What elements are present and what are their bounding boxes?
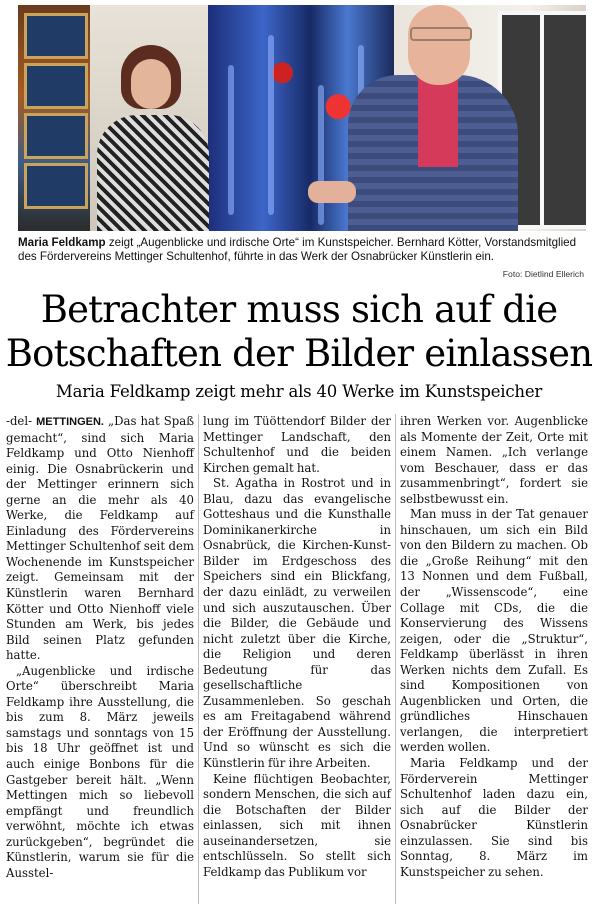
headline-line-1: Betrachter muss sich auf die [40,288,558,331]
paragraph [6,414,194,664]
byline: -del- [6,414,33,428]
headline-line-2: Botschaften der Bilder einlassen [5,332,593,375]
paragraph: lung im Tüöttendorf Bilder der Mettinger Landschaft, den Schultenhof und die beiden Kirchen gemalt hat. [203,414,391,475]
article-column-3 [400,414,588,880]
paragraph: St. Agatha in Rostrot und in Blau, dazu das evangelische Gotteshaus und die Kunsthalle Dominikanerkirche in Osnabrück, die Kirchen-Kunst-Bilder im Erdgeschoss des Speichers sind ein Blickfang, der dazu einlädt, zu verweilen und sich auszutauschen. Über die Bilder, die Gebäude und nicht zuletzt über die Kirche, die Religion und deren Bedeutung für das gesellschaftliche Zusammenleben. So geschah es am Freitagabend während der Eröffnung der Ausstellung. Und so wünscht es sich die Künstlerin für ihre Arbeiten. [203,476,391,771]
dateline-location: METTINGEN. [36,416,104,428]
caption-name: Maria Feldkamp [18,236,106,249]
paragraph: Keine flüchtigen Beobachter, sondern Menschen, die sich auf die Botschaften der Bilder einlassen, sich mit ihnen auseinandersetzen, sie entschlüsseln. So stellt sich Feldkamp das Publikum vor [203,771,391,879]
column-divider [198,414,199,904]
caption-text: zeigt „Augenblicke und irdische Orte“ im Kunstspeicher. Bernhard Kötter, Vorstandsmitglied des Fördervereins Mettinger Schultenhof, führte in das Werk der Osnabrücker Künstlerin ein. [18,236,577,264]
headline [0,288,598,376]
paragraph: „Augenblicke und irdische Orte“ überschreibt Maria Feldkamp ihre Ausstellung, die bis zum 8. März jeweils samstags und sonntags von 15 bis 18 Uhr geöffnet ist und auch einige Bonbons für die Gastgeber bereit hält. „Wenn Mettingen mich so liebevoll empfängt und freundlich verwöhnt, möchte ich etwas zurückgeben“, begründet die Künstlerin, warum sie für die Ausstel- [6,663,194,880]
paragraph: ihren Werken vor. Augenblicke als Momente der Zeit, Orte mit einem Namen. „Ich verlange vom Beschauer, dass er das zusammenbringt“, fordert sie selbstbewusst ein. [400,414,588,506]
photo-caption [18,236,586,265]
article-column-1 [6,414,194,881]
paragraph: Maria Feldkamp und der Förderverein Mettinger Schultenhof laden dazu ein, sich auf die Bilder der Osnabrücker Künstlerin einzulassen. Sie sind bis Sonntag, 8. März im Kunstspeicher zu sehen. [400,756,588,879]
paragraph: Man muss in der Tat genauer hinschauen, um sich ein Bild von den Bildern zu machen. Ob die „Große Reihung“ mit den 13 Nonnen und dem Fußball, der „Wissenscode“, eine Collage mit CDs, die die Konservierung des Wissens zeigen, oder die „Struktur“, Feldkamp überlässt in ihren Werken nichts dem Zufall. Es sind Kompositionen von Augenblicken und Orten, die gründliches Hinschauen verlangen, die interpretiert werden wollen. [400,507,588,755]
column-divider [395,414,396,904]
painting-left [18,5,90,231]
paragraph-text: „Das hat Spaß gemacht“, sind sich Maria Feldkamp und Otto Nienhoff einig. Die Osnabrückerin und der Mettinger erinnern sich gerne an die mehr als 40 Werke, die Feldkamp auf Einladung des Fördervereins Mettinger Schultenhof seit dem Wochenende im Kunstspeicher zeigt. Gemeinsam mit der Künstlerin waren Bernhard Kötter und Otto Nienhoff viele Stunden am Werk, bis jedes Bild seinen Platz gefunden hatte. [6,414,195,663]
photo-credit: Foto: Dietlind Ellerich [502,269,584,279]
person-man [348,5,518,231]
subheadline: Maria Feldkamp zeigt mehr als 40 Werke im Kunstspeicher [55,382,543,401]
person-woman [93,45,213,231]
article-column-2 [203,414,391,880]
article-photo [18,5,586,231]
